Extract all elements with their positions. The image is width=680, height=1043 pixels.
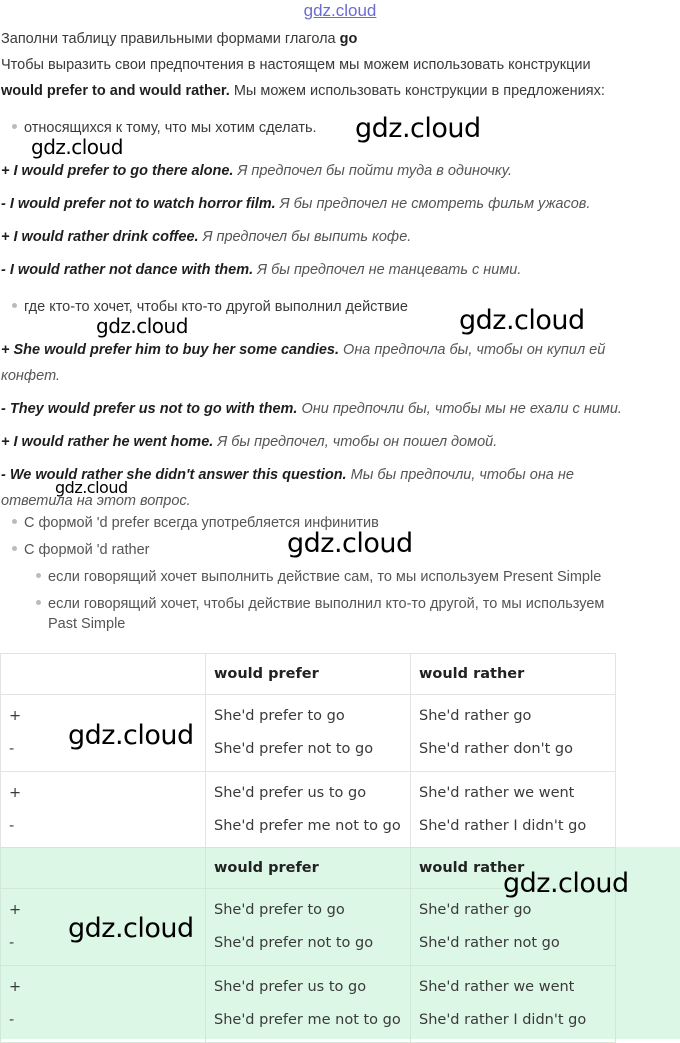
header-cell: would prefer (206, 654, 411, 695)
bullet-dot (12, 519, 17, 524)
example-en: + She would prefer him to buy her some candies. (1, 342, 340, 358)
example-ru: Они предпочли бы, чтобы мы не ехали с ними. (297, 401, 622, 417)
watermark: gdz.cloud (459, 305, 585, 336)
sign: + (9, 902, 22, 918)
example-en: + I would rather drink coffee. (1, 229, 199, 245)
table-cell: She'd rather I didn't go (419, 818, 587, 834)
rule-sub-2-cont: Past Simple (48, 616, 126, 632)
top-watermark-link[interactable]: gdz.cloud (303, 1, 377, 20)
bullet-want-to-do (12, 120, 317, 136)
example-en: - I would prefer not to watch horror film. (1, 196, 276, 212)
watermark: gdz.cloud (355, 113, 481, 144)
table-cell: She'd prefer me not to go (214, 1012, 401, 1028)
example-en: - We would rather she didn't answer this question. (1, 467, 347, 483)
intro-line-1: Чтобы выразить свои предпочтения в настоящем мы можем использовать конструкции (1, 57, 591, 73)
table-cell: She'd rather we went (419, 785, 575, 801)
intro-line-2 (1, 83, 605, 99)
table-cell: She'd prefer to go (214, 902, 345, 918)
bullet-dot (36, 600, 41, 605)
bullet-dot (36, 573, 41, 578)
header-cell: would rather (411, 848, 616, 889)
example-5-cont: конфет. (1, 368, 61, 384)
rule-text: С формой 'd rather (24, 542, 150, 558)
bullet-text: относящихся к тому, что мы хотим сделать. (24, 120, 317, 136)
table-cell: She'd rather go (419, 708, 532, 724)
sign: - (9, 741, 15, 757)
example-en: + I would prefer to go there alone. (1, 163, 234, 179)
table-cell: She'd prefer not to go (214, 935, 374, 951)
table-cell: She'd rather I didn't go (419, 1012, 587, 1028)
bullet-text: где кто-то хочет, чтобы кто-то другой выполнил действие (24, 299, 408, 315)
rule-text: С формой 'd prefer всегда употребляется инфинитив (24, 515, 379, 531)
bullet-dot (12, 546, 17, 551)
rule-text: если говорящий хочет, чтобы действие выполнил кто-то другой, то мы используем (48, 596, 605, 612)
task-heading-text: Заполни таблицу правильными формами глагола (1, 31, 340, 47)
table-row (1, 966, 616, 1043)
table-cell: She'd prefer me not to go (214, 818, 401, 834)
intro-rest: Мы можем использовать конструкции в предложениях: (229, 83, 605, 99)
example-1 (1, 163, 512, 179)
example-5 (1, 342, 605, 358)
rule-sub-1 (36, 569, 601, 585)
example-ru: Я бы предпочел не смотреть фильм ужасов. (275, 196, 591, 212)
sign: + (9, 979, 22, 995)
example-ru: Я бы предпочел, чтобы он пошел домой. (213, 434, 498, 450)
example-ru: Мы бы предпочли, чтобы она не (346, 467, 574, 483)
example-2 (1, 196, 590, 212)
table-cell: She'd prefer us to go (214, 979, 367, 995)
example-en: + I would rather he went home. (1, 434, 214, 450)
table-cell: She'd prefer us to go (214, 785, 367, 801)
example-4 (1, 262, 521, 278)
example-en: - They would prefer us not to go with them. (1, 401, 298, 417)
bullet-dot (12, 124, 17, 129)
table-cell: She'd rather go (419, 902, 532, 918)
bullet-dot (12, 303, 17, 308)
sign: + (9, 708, 22, 724)
table-cell: She'd prefer not to go (214, 741, 374, 757)
watermark: gdz.cloud (96, 314, 188, 338)
sign: - (9, 818, 15, 834)
rule-text: если говорящий хочет выполнить действие сам, то мы используем Present Simple (48, 569, 602, 585)
table-cell: She'd rather don't go (419, 741, 573, 757)
sign: - (9, 935, 15, 951)
header-cell: would rather (411, 654, 616, 695)
bullet-someone-else (12, 299, 408, 315)
table-cell: She'd rather not go (419, 935, 560, 951)
table-cell: She'd prefer to go (214, 708, 345, 724)
example-3 (1, 229, 411, 245)
rule-sub-2 (36, 596, 604, 612)
example-en: - I would rather not dance with them. (1, 262, 254, 278)
watermark: gdz.cloud (503, 868, 629, 899)
exercise-table (0, 653, 616, 849)
intro-bold: would prefer to and would rather. (1, 83, 230, 99)
watermark: gdz.cloud (68, 913, 194, 944)
example-ru: Она предпочла бы, чтобы он купил ей (339, 342, 606, 358)
table-row (1, 772, 616, 849)
task-verb: go (339, 31, 358, 47)
rule-rather (12, 542, 149, 558)
example-ru: Я бы предпочел не танцевать с ними. (253, 262, 522, 278)
table-header (1, 654, 616, 695)
header-cell (1, 848, 206, 889)
table-cell: She'd rather we went (419, 979, 575, 995)
watermark: gdz.cloud (287, 528, 413, 559)
sign: - (9, 1012, 15, 1028)
example-7 (1, 434, 497, 450)
example-ru: Я предпочел бы выпить кофе. (198, 229, 412, 245)
header-cell (1, 654, 206, 695)
watermark: gdz.cloud (68, 720, 194, 751)
example-8-cont: ответила на этот вопрос. (1, 493, 191, 509)
watermark: gdz.cloud (55, 478, 128, 497)
task-heading (1, 31, 357, 47)
example-ru: Я предпочел бы пойти туда в одиночку. (233, 163, 513, 179)
example-6 (1, 401, 622, 417)
watermark: gdz.cloud (31, 135, 123, 159)
header-cell: would prefer (206, 848, 411, 889)
sign: + (9, 785, 22, 801)
